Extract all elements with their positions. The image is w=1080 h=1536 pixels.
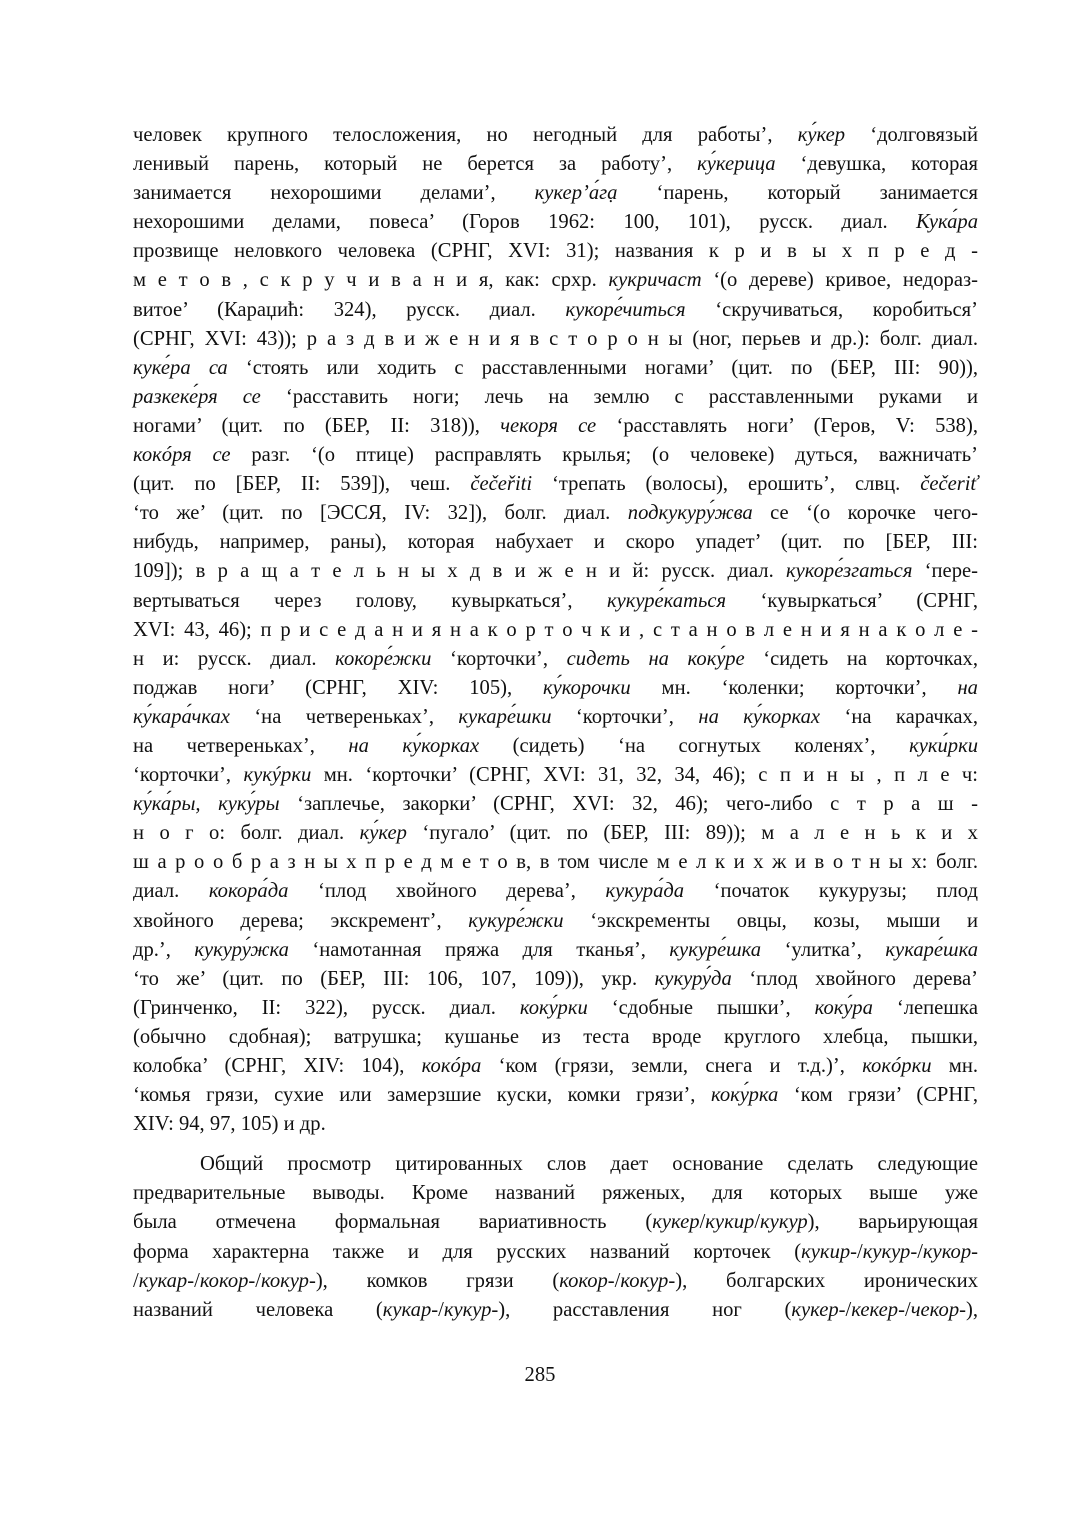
text-line: на четвереньках’, на ку́корках (сидеть) ‘на согнутых коленях’, куки́рки [133,734,978,757]
text-line: прозвище неловкого человека (СРНГ, XVI: 31); названия к р и в ы х п р е д - [133,240,978,263]
text-line: ногами’ (цит. по (БЕР, II: 318)), чекоря се ‘расставлять ноги’ (Геров, V: 538), [133,414,978,437]
text-line: занимается нехорошими делами’, кукер’а́гạ ‘парень, который занимается [133,182,978,205]
text-line: нибудь, например, раны), которая набухает и скоро упадет’ (цит. по [БЕР, III: [133,531,978,554]
text-line: н и: русск. диал. кокоре́жки ‘корточки’, сидеть на коку́ре ‘сидеть на корточках, [133,647,978,670]
text-line: ‘корточки’, кукýрки мн. ‘корточки’ (СРНГ, XVI: 31, 32, 34, 46); с п и н ы , п л е ч: [133,764,979,787]
text-line: колобка’ (СРНГ, XIV: 104), кокóра ‘ком (грязи, земли, снега и т.д.)’, кокóрки мн. [133,1055,978,1077]
text-line: ‘комья грязи, сухие или замерзшие куски, комки грязи’, коку́рка ‘ком грязи’ (СРНГ, [133,1084,978,1107]
text-line: Общий просмотр цитированных слов дает основание сделать следующие [200,1153,978,1176]
text-line: разкеке́ря се ‘расставить ноги; лечь на землю с расставленными руками и [133,385,979,408]
text-line: ш а р о о б р а з н ы х п р е д м е т о в, в том числе м е л к и х ж и в о т н ы х: болг. [133,851,978,874]
text-line: ку́ка́ры, куку́ры ‘заплечье, закорки’ (СРНГ, XVI: 32, 46); чего-либо с т р а ш - [133,793,978,816]
text-line: витое’ (Караџић: 324), русск. диал. кукоре́читься ‘скручиваться, коробиться’ [133,298,978,321]
text-line: (обычно сдобная); ватрушка; кушанье из теста вроде круглого хлебца, пышки, [133,1025,978,1048]
text-line: названий человека (кукар-/кукур-), расставления ног (кукер-/кекер-/чекор-), [133,1298,978,1321]
text-line: диал. кокора́да ‘плод хвойного дерева’, кукура́да ‘початок кукурузы; плод [133,880,978,903]
text-line: кокóря се разг. ‘(о птице) расправлять крылья; (о человеке) дуться, важничать’ [133,444,978,467]
text-line: человек крупного телосложения, но негодный для работы’, ку́кер ‘долговязый [133,124,978,146]
page-body [133,121,978,1325]
text-line: нехорошими делами, повеса’ (Горов 1962: 100, 101), русск. диал. Кука́ра [133,211,978,234]
text-line: ‘то же’ (цит. по [ЭССЯ, IV: 32]), болг. диал. подкукуру́жва се ‘(о корочке чего- [133,502,978,525]
text-line: XVI: 43, 46); п р и с е д а н и я н а к о р т о ч к и , с т а н о в л е н и я н а к о л е - [133,618,978,641]
page-number: 285 [524,1364,556,1386]
text-line: XIV: 94, 97, 105) и др. [133,1113,326,1136]
text-line: хвойного дерева; экскремент’, кукуре́жки ‘экскременты овцы, козы, мыши и [133,909,978,932]
text-line: н о г о: болг. диал. ку́кер ‘пугало’ (цит. по (БЕР, III: 89)); м а л е н ь к и х [133,822,978,845]
paragraph-gap [133,1139,978,1150]
text-line: ‘то же’ (цит. по (БЕР, III: 106, 107, 109)), укр. кукуру́да ‘плод хвойного дерева’ [133,967,978,990]
text-line: предварительные выводы. Кроме названий ряженых, для которых выше уже [133,1182,978,1205]
text-line: др.’, кукуру́жка ‘намотанная пряжа для тканья’, кукуре́шка ‘улитка’, кукаре́шка [133,938,979,961]
text-line: 109]); в р а щ а т е л ь н ы х д в и ж е н и й: русск. диал. кукоре́згаться ‘пере- [133,560,978,583]
text-line: /кукар-/кокор-/кокур-), комков грязи (кокор-/кокур-), болгарских иронических [133,1269,978,1292]
text-line: (Гринченко, II: 322), русск. диал. коку́рки ‘сдобные пышки’, коку́ра ‘лепешка [133,996,978,1019]
paragraph-1 [133,121,978,1139]
text-line: поджав ноги’ (СРНГ, XIV: 105), ку́корочки мн. ‘коленки; корточки’, на [133,676,978,699]
text-line: ленивый парень, который не берется за работу’, ку́керица ‘девушка, которая [133,153,978,176]
text-line: (СРНГ, XVI: 43)); р а з д в и ж е н и я в с т о р о н ы (ног, перьев и др.): болг. диал. [133,327,978,350]
text-line: м е т о в , с к р у ч и в а н и я, как: срхр. кукричаст ‘(о дереве) кривое, недораз- [133,269,978,292]
text-line: форма характерна также и для русских названий корточек (кукир-/кукур-/кукор- [133,1240,978,1263]
text-line: была отмечена формальная вариативность (кукер/кукир/кукур), варьирующая [133,1211,978,1234]
paragraph-2 [133,1150,978,1325]
text-line: куке́ра са ‘стоять или ходить с расставленными ногами’ (цит. по (БЕР, III: 90)), [133,356,978,379]
text-line: ку́кара́чках ‘на четвереньках’, кукаре́шки ‘корточки’, на ку́корках ‘на карачках, [133,705,978,728]
text-line: (цит. по [БЕР, II: 539]), чеш. čečeřiti ‘трепать (волосы), ерошить’, слвц. čečeriť [133,473,978,496]
text-line: вертываться через голову, кувыркаться’, кукуре́каться ‘кувыркаться’ (СРНГ, [133,589,978,612]
